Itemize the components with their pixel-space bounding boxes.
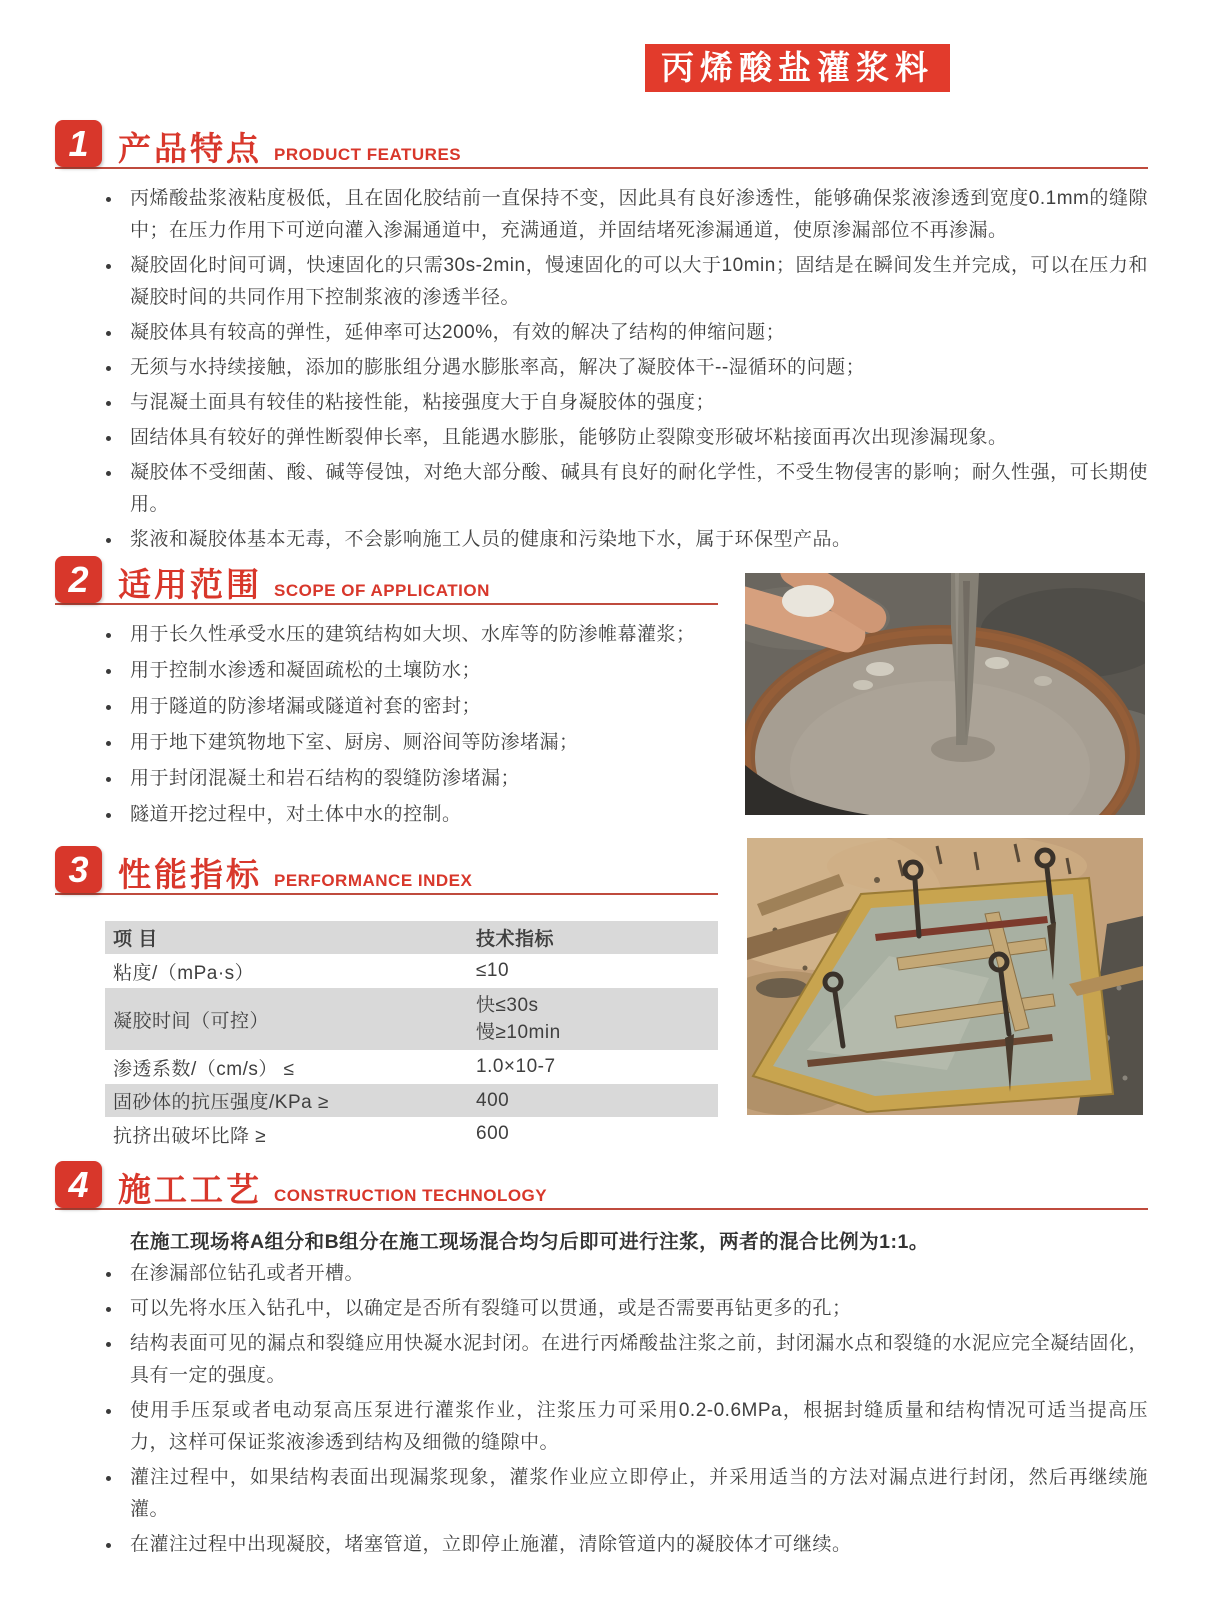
- bullet-item: 固结体具有较好的弹性断裂伸长率，且能遇水膨胀，能够防止裂隙变形破坏粘接面再次出现渗漏现象。: [130, 422, 1148, 454]
- construction-steps-list: [55, 1258, 1148, 1561]
- section-number-badge: 4: [55, 1161, 102, 1208]
- bullet-item: 用于长久性承受水压的建筑结构如大坝、水库等的防渗帷幕灌浆；: [130, 619, 718, 650]
- section-title: 适用范围: [118, 566, 262, 603]
- section-header: [55, 120, 1148, 169]
- section-construction-technology: [55, 1161, 1148, 1564]
- row-item: 固砂体的抗压强度/KPa ≥: [113, 1092, 329, 1113]
- section-header: [55, 846, 718, 895]
- bullet-item: 用于封闭混凝土和岩石结构的裂缝防渗堵漏；: [130, 763, 718, 794]
- row-value: 1.0×10-7: [476, 1056, 556, 1077]
- section-title: 产品特点: [118, 130, 262, 167]
- bullet-item: 凝胶固化时间可调，快速固化的只需30s-2min，慢速固化的可以大于10min；固结是在瞬间发生并完成，可以在压力和凝胶时间的共同作用下控制浆液的渗透半径。: [130, 250, 1148, 314]
- photo-formwork-grouting: [747, 838, 1143, 1115]
- bullet-item: 与混凝土面具有较佳的粘接性能，粘接强度大于自身凝胶体的强度；: [130, 387, 1148, 419]
- bullet-item: 隧道开挖过程中，对土体中水的控制。: [130, 799, 718, 830]
- bullet-item: 在渗漏部位钻孔或者开槽。: [130, 1258, 1148, 1290]
- section-subtitle: CONSTRUCTION TECHNOLOGY: [274, 1186, 548, 1205]
- feature-list: [55, 183, 1148, 556]
- section-title: 施工工艺: [118, 1171, 262, 1208]
- table-row: [105, 988, 718, 1050]
- bullet-item: 用于地下建筑物地下室、厨房、厕浴间等防渗堵漏；: [130, 727, 718, 758]
- bullet-item: 凝胶体不受细菌、酸、碱等侵蚀，对绝大部分酸、碱具有良好的耐化学性，不受生物侵害的影响；耐久性强，可长期使用。: [130, 457, 1148, 521]
- row-value: 400: [476, 1089, 510, 1111]
- section-scope-of-application: [55, 556, 718, 835]
- row-item: 粘度/（mPa·s）: [113, 962, 255, 984]
- row-value: 600: [476, 1123, 510, 1144]
- bullet-item: 浆液和凝胶体基本无毒，不会影响施工人员的健康和污染地下水，属于环保型产品。: [130, 524, 1148, 556]
- section-number-badge: 2: [55, 556, 102, 603]
- section-header: [55, 1161, 1148, 1210]
- bullet-item: 结构表面可见的漏点和裂缝应用快凝水泥封闭。在进行丙烯酸盐注浆之前，封闭漏水点和裂缝的水泥应完全凝结固化，具有一定的强度。: [130, 1328, 1148, 1392]
- table-row: [105, 1050, 718, 1084]
- photo-slurry-mixing: [745, 573, 1145, 815]
- section-subtitle: SCOPE OF APPLICATION: [274, 581, 490, 600]
- row-value: [468, 988, 718, 1050]
- table-row: [105, 1084, 718, 1117]
- row-item: 渗透系数/（cm/s） ≤: [113, 1058, 295, 1080]
- bullet-item: 灌注过程中，如果结构表面出现漏浆现象，灌浆作业应立即停止，并采用适当的方法对漏点进行封闭，然后再继续施灌。: [130, 1462, 1148, 1526]
- bullet-item: 用于隧道的防渗堵漏或隧道衬套的密封；: [130, 691, 718, 722]
- table-header-row: [105, 921, 718, 954]
- bullet-item: 凝胶体具有较高的弹性，延伸率可达200%，有效的解决了结构的伸缩问题；: [130, 317, 1148, 349]
- section-number-badge: 1: [55, 120, 102, 167]
- section-number-badge: 3: [55, 846, 102, 893]
- column-header-spec: 技术指标: [476, 929, 555, 950]
- construction-intro: 在施工现场将A组分和B组分在施工现场混合均匀后即可进行注浆，两者的混合比例为1:1。: [130, 1231, 929, 1253]
- table-row: [105, 1117, 718, 1151]
- product-title-banner: 丙烯酸盐灌浆料: [645, 44, 950, 92]
- section-header: [55, 556, 718, 605]
- bullet-item: 在灌注过程中出现凝胶，堵塞管道，立即停止施灌，清除管道内的凝胶体才可继续。: [130, 1529, 1148, 1561]
- row-value-line: 慢≥10min: [476, 1022, 561, 1043]
- table-row: [105, 954, 718, 988]
- section-subtitle: PRODUCT FEATURES: [274, 145, 462, 164]
- section-performance-index: [55, 846, 718, 1151]
- column-header-item: 项 目: [113, 929, 158, 950]
- photo-formwork-illustration: [747, 838, 1143, 1115]
- scope-list: [55, 619, 718, 830]
- section-subtitle: PERFORMANCE INDEX: [274, 871, 473, 890]
- row-value: ≤10: [476, 960, 510, 981]
- bullet-item: 使用手压泵或者电动泵高压泵进行灌浆作业，注浆压力可采用0.2-0.6MPa，根据封缝质量和结构情况可适当提高压力，这样可保证浆液渗透到结构及细微的缝隙中。: [130, 1395, 1148, 1459]
- photo-slurry-mixing-illustration: [745, 573, 1145, 815]
- row-item: 抗挤出破坏比降 ≥: [113, 1125, 267, 1147]
- row-item: 凝胶时间（可控）: [113, 1010, 270, 1032]
- row-value-line: 快≤30s: [476, 995, 539, 1016]
- bullet-item: 丙烯酸盐浆液粘度极低，且在固化胶结前一直保持不变，因此具有良好渗透性，能够确保浆液渗透到宽度0.1mm的缝隙中；在压力作用下可逆向灌入渗漏通道中，充满通道，并固结堵死渗漏通道，使原渗漏部位不再渗漏。: [130, 183, 1148, 247]
- section-product-features: [55, 120, 1148, 559]
- bullet-item: 无须与水持续接触，添加的膨胀组分遇水膨胀率高，解决了凝胶体干--湿循环的问题；: [130, 352, 1148, 384]
- bullet-item: 可以先将水压入钻孔中，以确定是否所有裂缝可以贯通，或是否需要再钻更多的孔；: [130, 1293, 1148, 1325]
- performance-table: [105, 921, 718, 1151]
- section-title: 性能指标: [118, 856, 262, 893]
- bullet-item: 用于控制水渗透和凝固疏松的土壤防水；: [130, 655, 718, 686]
